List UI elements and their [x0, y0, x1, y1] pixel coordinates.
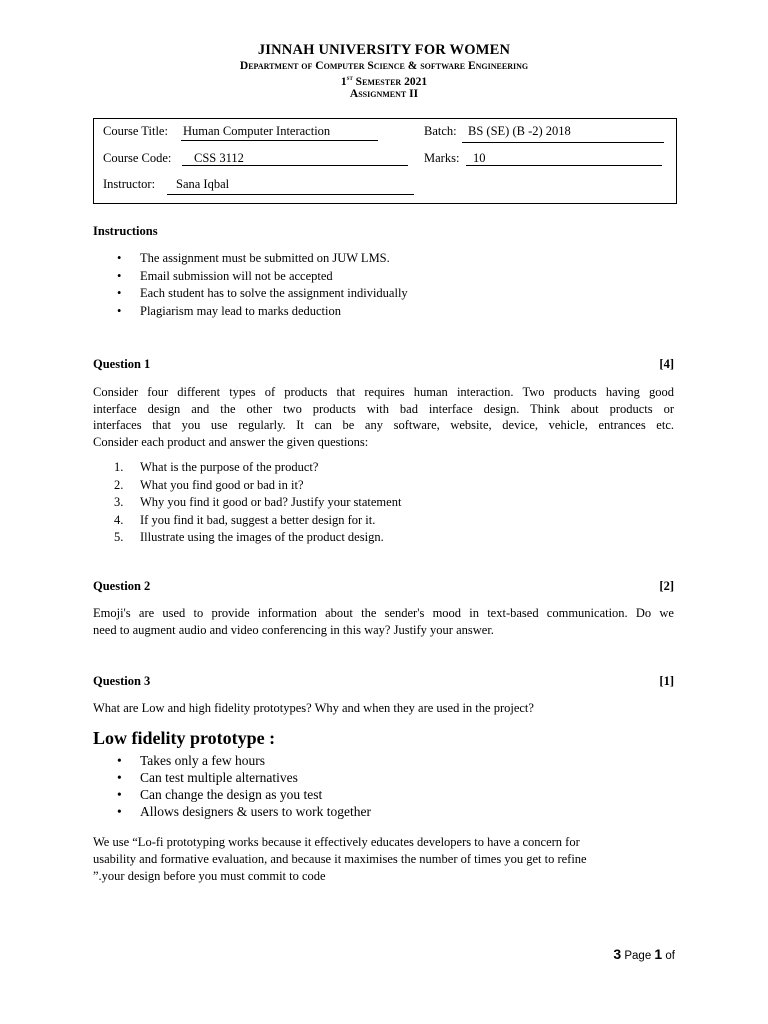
instructor-underline	[167, 194, 414, 195]
course-title-value: Human Computer Interaction	[183, 124, 331, 138]
question-3-title: Question 3	[93, 674, 151, 688]
batch-value: BS (SE) (B -2) 2018	[468, 124, 571, 138]
bullet: •	[117, 286, 122, 300]
instructions-title: Instructions	[93, 224, 158, 238]
list-item: • Each student has to solve the assignment individually	[140, 285, 408, 303]
list-item: • The assignment must be submitted on JUW LMS.	[140, 250, 408, 268]
list-item: • Can test multiple alternatives	[117, 770, 298, 785]
list-item: 5. Illustrate using the images of the product design.	[114, 530, 384, 544]
bullet: •	[117, 268, 122, 283]
answer-note	[93, 834, 693, 885]
batch-label: Batch:	[424, 124, 457, 138]
page-footer	[613, 946, 675, 962]
course-code-value: CSS 3112	[194, 151, 244, 165]
semester	[0, 74, 768, 88]
question-2-text	[93, 605, 674, 638]
question-3-marks: [1]	[659, 674, 674, 688]
question-3-text: What are Low and high fidelity prototypes? Why and when they are used in the project?	[93, 701, 534, 715]
question-1-title: Question 1	[93, 357, 151, 371]
list-item: 1. What is the purpose of the product?	[114, 460, 319, 474]
page-label: Page	[621, 950, 655, 962]
bullet: •	[117, 303, 122, 318]
semester-text: Semester 2021	[352, 75, 428, 88]
marks-label: Marks:	[424, 151, 460, 165]
course-title-label: Course Title:	[103, 124, 168, 138]
university-name: JINNAH UNIVERSITY FOR WOMEN	[257, 42, 511, 58]
list-item: • Plagiarism may lead to marks deduction	[140, 303, 408, 321]
list-item: 3. Why you find it good or bad? Justify your statement	[114, 495, 402, 509]
instructions-list	[117, 250, 408, 320]
batch-underline	[462, 142, 664, 143]
semester-number: 1	[340, 75, 347, 88]
question-2-marks: [2]	[659, 579, 674, 593]
list-item: • Allows designers & users to work together	[117, 804, 371, 819]
text-line: Consider each product and answer the given questions:	[93, 434, 369, 449]
text-line: usability and formative evaluation, and because it maximises the number of times you get to refine	[93, 852, 587, 866]
list-item: • Email submission will not be accepted	[140, 268, 408, 286]
question-1-text	[93, 384, 674, 450]
marks-underline	[466, 165, 662, 166]
text-line: ”.your design before you must commit to code	[93, 869, 326, 883]
question-2-title: Question 2	[93, 579, 151, 593]
bullet: •	[117, 753, 122, 768]
bullet: •	[117, 251, 122, 265]
assignment-title: Assignment II	[349, 88, 419, 100]
list-item: • Takes only a few hours	[117, 753, 266, 768]
bullet: •	[117, 787, 122, 802]
of-label: of	[662, 950, 675, 962]
question-1-marks: [4]	[659, 357, 674, 371]
course-code-underline	[182, 165, 408, 166]
department-name: Department of Computer Science & software Engineering	[239, 60, 529, 72]
text-line: Consider four different types of products that requires human interaction. Two products having good	[93, 385, 674, 399]
question-1-list	[114, 459, 402, 547]
bullet: •	[117, 770, 122, 785]
course-title-underline	[181, 140, 378, 141]
text-line: need to augment audio and video conferencing in this way? Justify your answer.	[93, 622, 494, 637]
marks-value: 10	[473, 151, 486, 165]
page-number-right: 1	[654, 946, 663, 962]
text-line: interfaces that you use regularly. It can be any software, website, device, vehicle, entrances etc.	[93, 418, 674, 432]
text-line: We use “Lo-fi prototyping works because it effectively educates developers to have a concern for	[93, 835, 580, 849]
course-info-box	[93, 118, 677, 204]
list-item: 2. What you find good or bad in it?	[114, 477, 304, 492]
course-code-label: Course Code:	[103, 151, 172, 165]
answer-list	[117, 752, 371, 820]
answer-heading: Low fidelity prototype :	[93, 728, 276, 748]
text-line: Emoji's are used to provide information about the sender's mood in text-based communication. Do we	[93, 606, 674, 620]
instructor-value: Sana Iqbal	[176, 177, 230, 191]
page-number-left: 3	[613, 946, 622, 962]
list-item: 4. If you find it bad, suggest a better design for it.	[114, 512, 376, 527]
list-item: • Can change the design as you test	[117, 787, 323, 802]
instructor-label: Instructor:	[103, 177, 156, 191]
semester-suffix: st	[346, 74, 353, 82]
text-line: interface design and the other two products with bad interface design. Think about products or	[93, 401, 674, 416]
bullet: •	[117, 804, 122, 819]
